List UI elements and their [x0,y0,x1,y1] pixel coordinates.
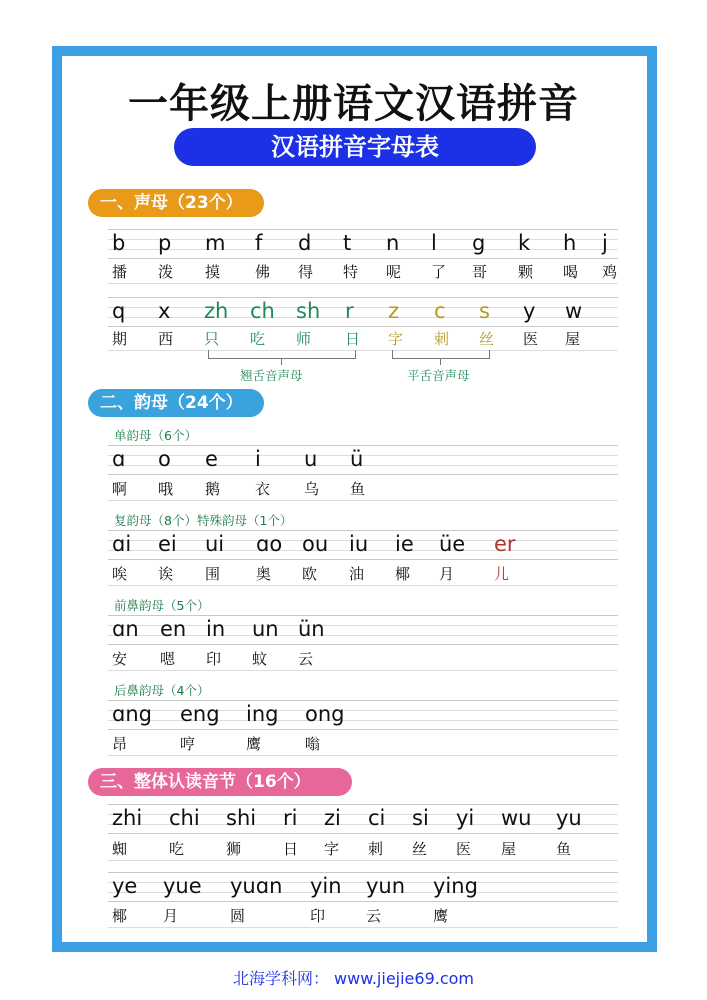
hanzi-shengmu_row1-2: 摸 [205,263,221,281]
hanzi-zhengti_row1-2: 狮 [226,840,242,858]
pinyin-shengmu_row2-8: s [479,299,490,323]
pinyin-fu-1: ei [158,532,177,556]
pinyin-zhengti_row2-0: ye [112,874,138,898]
hanzi-zhengti_row1-4: 字 [324,840,340,858]
pinyin-dan-4: u [304,447,318,471]
pinyin-zhengti_row1-7: yi [456,806,475,830]
hanzi-houbi-0: 昂 [112,735,128,753]
pinyin-dan-5: ü [350,447,364,471]
pinyin-shengmu_row2-7: c [434,299,446,323]
hanzi-shengmu_row2-2: 只 [204,330,220,348]
pinyin-zhengti_row2-4: yun [366,874,406,898]
pinyin-shengmu_row2-6: z [388,299,400,323]
pinyin-fu-5: iu [349,532,369,556]
pinyin-shengmu_row1-9: k [518,231,531,255]
qianbi-yunmu-row [108,615,618,645]
pinyin-zhengti_row2-3: yin [310,874,342,898]
hanzi-fu-1: 诶 [158,565,174,583]
hanzi-qianbi-4: 云 [298,650,314,668]
pinyin-shengmu_row2-3: ch [250,299,275,323]
hanzi-zhengti_row2-5: 鹰 [433,907,449,925]
hanzi-shengmu_row1-4: 得 [298,263,314,281]
hanzi-shengmu_row2-8: 丝 [479,330,495,348]
pinyin-dan-2: e [205,447,218,471]
hanzi-shengmu_row1-3: 佛 [255,263,271,281]
fu-yunmu-row [108,530,618,560]
section-shengmu-header: 一、声母（23个） [88,189,264,217]
hanzi-shengmu_row1-11: 鸡 [602,263,618,281]
dan-yunmu-label: 单韵母（6个） [114,428,197,443]
pinyin-shengmu_row2-9: y [523,299,536,323]
pinyin-shengmu_row1-3: f [255,231,263,255]
pingshe-bracket [392,350,490,359]
pinyin-shengmu_row2-10: w [565,299,583,323]
hanzi-shengmu_row2-9: 医 [523,330,539,348]
pinyin-shengmu_row1-0: b [112,231,126,255]
hanzi-zhengti_row2-3: 印 [310,907,326,925]
pinyin-houbi-0: ɑng [112,702,152,726]
hanzi-shengmu_row2-3: 吃 [250,330,266,348]
pinyin-zhengti_row1-2: shi [226,806,257,830]
hanzi-dan-0: 啊 [112,480,128,498]
pinyin-zhengti_row1-1: chi [169,806,200,830]
pinyin-shengmu_row2-5: r [345,299,354,323]
houbi-yunmu-row [108,700,618,730]
hanzi-zhengti_row1-9: 鱼 [556,840,572,858]
hanzi-shengmu_row1-8: 哥 [472,263,488,281]
pinyin-shengmu_row1-4: d [298,231,312,255]
pinyin-qianbi-2: in [206,617,226,641]
hanzi-shengmu_row1-0: 播 [112,263,128,281]
hanzi-zhengti_row1-8: 屋 [501,840,517,858]
pinyin-shengmu_row1-7: l [431,231,437,255]
pinyin-zhengti_row1-3: ri [283,806,298,830]
hanzi-dan-5: 鱼 [350,480,366,498]
pinyin-qianbi-4: ün [298,617,325,641]
shengmu-row-2 [108,297,618,327]
hanzi-zhengti_row1-6: 丝 [412,840,428,858]
hanzi-fu-7: 月 [439,565,455,583]
pinyin-dan-1: o [158,447,171,471]
hanzi-shengmu_row2-6: 字 [388,330,404,348]
hanzi-shengmu_row2-1: 西 [158,330,174,348]
hanzi-dan-2: 鹅 [205,480,221,498]
hanzi-zhengti_row1-1: 吃 [169,840,185,858]
pinyin-shengmu_row1-10: h [563,231,577,255]
pinyin-zhengti_row1-4: zi [324,806,341,830]
hanzi-houbi-2: 鹰 [246,735,262,753]
hanzi-zhengti_row2-2: 圆 [230,907,246,925]
hanzi-fu-5: 油 [349,565,365,583]
hanzi-shengmu_row2-10: 屋 [565,330,581,348]
hanzi-dan-1: 哦 [158,480,174,498]
hanzi-shengmu_row1-7: 了 [431,263,447,281]
pinyin-houbi-3: ong [305,702,345,726]
hanzi-shengmu_row1-1: 泼 [158,263,174,281]
pinyin-fu-8: er [494,532,516,556]
pinyin-shengmu_row2-1: x [158,299,171,323]
houbi-yunmu-label: 后鼻韵母（4个） [114,683,210,698]
pinyin-zhengti_row1-0: zhi [112,806,143,830]
pinyin-shengmu_row1-11: j [602,231,608,255]
pinyin-zhengti_row2-5: ying [433,874,478,898]
hanzi-zhengti_row2-0: 椰 [112,907,128,925]
qiaoshe-bracket [208,350,356,359]
pinyin-zhengti_row2-1: yue [163,874,202,898]
dan-yunmu-row [108,445,618,475]
hanzi-fu-4: 欧 [302,565,318,583]
hanzi-qianbi-1: 嗯 [160,650,176,668]
pinyin-zhengti_row1-6: si [412,806,429,830]
hanzi-dan-4: 乌 [304,480,320,498]
hanzi-fu-2: 围 [205,565,221,583]
shengmu-row-1 [108,229,618,259]
hanzi-zhengti_row1-7: 医 [456,840,472,858]
hanzi-shengmu_row1-5: 特 [343,263,359,281]
hanzi-shengmu_row1-10: 喝 [563,263,579,281]
pinyin-dan-3: i [255,447,261,471]
hanzi-zhengti_row1-3: 日 [283,840,299,858]
hanzi-fu-8: 儿 [494,565,510,583]
hanzi-houbi-1: 哼 [180,735,196,753]
pinyin-qianbi-1: en [160,617,187,641]
pinyin-zhengti_row1-8: wu [501,806,532,830]
hanzi-zhengti_row1-5: 刺 [368,840,384,858]
pinyin-fu-4: ou [302,532,329,556]
hanzi-qianbi-0: 安 [112,650,128,668]
hanzi-zhengti_row1-0: 蜘 [112,840,128,858]
hanzi-shengmu_row2-7: 刺 [434,330,450,348]
hanzi-fu-6: 椰 [395,565,411,583]
pinyin-fu-7: üe [439,532,466,556]
footer-site: 北海学科网： www.jiejie69.com [232,969,475,988]
hanzi-fu-3: 奥 [256,565,272,583]
pinyin-zhengti_row1-5: ci [368,806,386,830]
hanzi-shengmu_row2-0: 期 [112,330,128,348]
pinyin-zhengti_row1-9: yu [556,806,582,830]
hanzi-qianbi-2: 印 [206,650,222,668]
pinyin-fu-6: ie [395,532,414,556]
zhengti-row-1 [108,804,618,834]
hanzi-dan-3: 衣 [255,480,271,498]
pinyin-shengmu_row1-6: n [386,231,400,255]
qianbi-yunmu-label: 前鼻韵母（5个） [114,598,210,613]
pinyin-shengmu_row1-8: g [472,231,486,255]
zhengti-row-2 [108,872,618,902]
pinyin-shengmu_row2-0: q [112,299,126,323]
section-yunmu-header: 二、韵母（24个） [88,389,264,417]
pingshe-label: 平舌音声母 [407,368,470,383]
hanzi-qianbi-3: 蚊 [252,650,268,668]
pinyin-fu-3: ɑo [256,532,283,556]
subtitle-banner: 汉语拼音字母表 [174,128,536,166]
pinyin-qianbi-3: un [252,617,279,641]
pinyin-shengmu_row1-1: p [158,231,172,255]
hanzi-shengmu_row1-6: 呢 [386,263,402,281]
pinyin-fu-2: ui [205,532,225,556]
section-zhengti-header: 三、整体认读音节（16个） [88,768,352,796]
hanzi-shengmu_row2-5: 日 [345,330,361,348]
hanzi-houbi-3: 嗡 [305,735,321,753]
fu-yunmu-label: 复韵母（8个）特殊韵母（1个） [114,513,293,528]
hanzi-zhengti_row2-4: 云 [366,907,382,925]
qiaoshe-bracket-stem [281,359,282,365]
pingshe-bracket-stem [440,359,441,365]
page-title: 一年级上册语文汉语拼音 [128,81,579,127]
hanzi-shengmu_row2-4: 师 [296,330,312,348]
hanzi-shengmu_row1-9: 颗 [518,263,534,281]
pinyin-shengmu_row1-2: m [205,231,226,255]
pinyin-houbi-1: eng [180,702,220,726]
pinyin-zhengti_row2-2: yuɑn [230,874,283,898]
pinyin-qianbi-0: ɑn [112,617,139,641]
pinyin-houbi-2: ing [246,702,279,726]
pinyin-dan-0: ɑ [112,447,126,471]
hanzi-fu-0: 唉 [112,565,128,583]
pinyin-shengmu_row2-4: sh [296,299,321,323]
pinyin-fu-0: ɑi [112,532,132,556]
qiaoshe-label: 翘舌音声母 [240,368,303,383]
pinyin-shengmu_row1-5: t [343,231,352,255]
pinyin-shengmu_row2-2: zh [204,299,229,323]
hanzi-zhengti_row2-1: 月 [163,907,179,925]
